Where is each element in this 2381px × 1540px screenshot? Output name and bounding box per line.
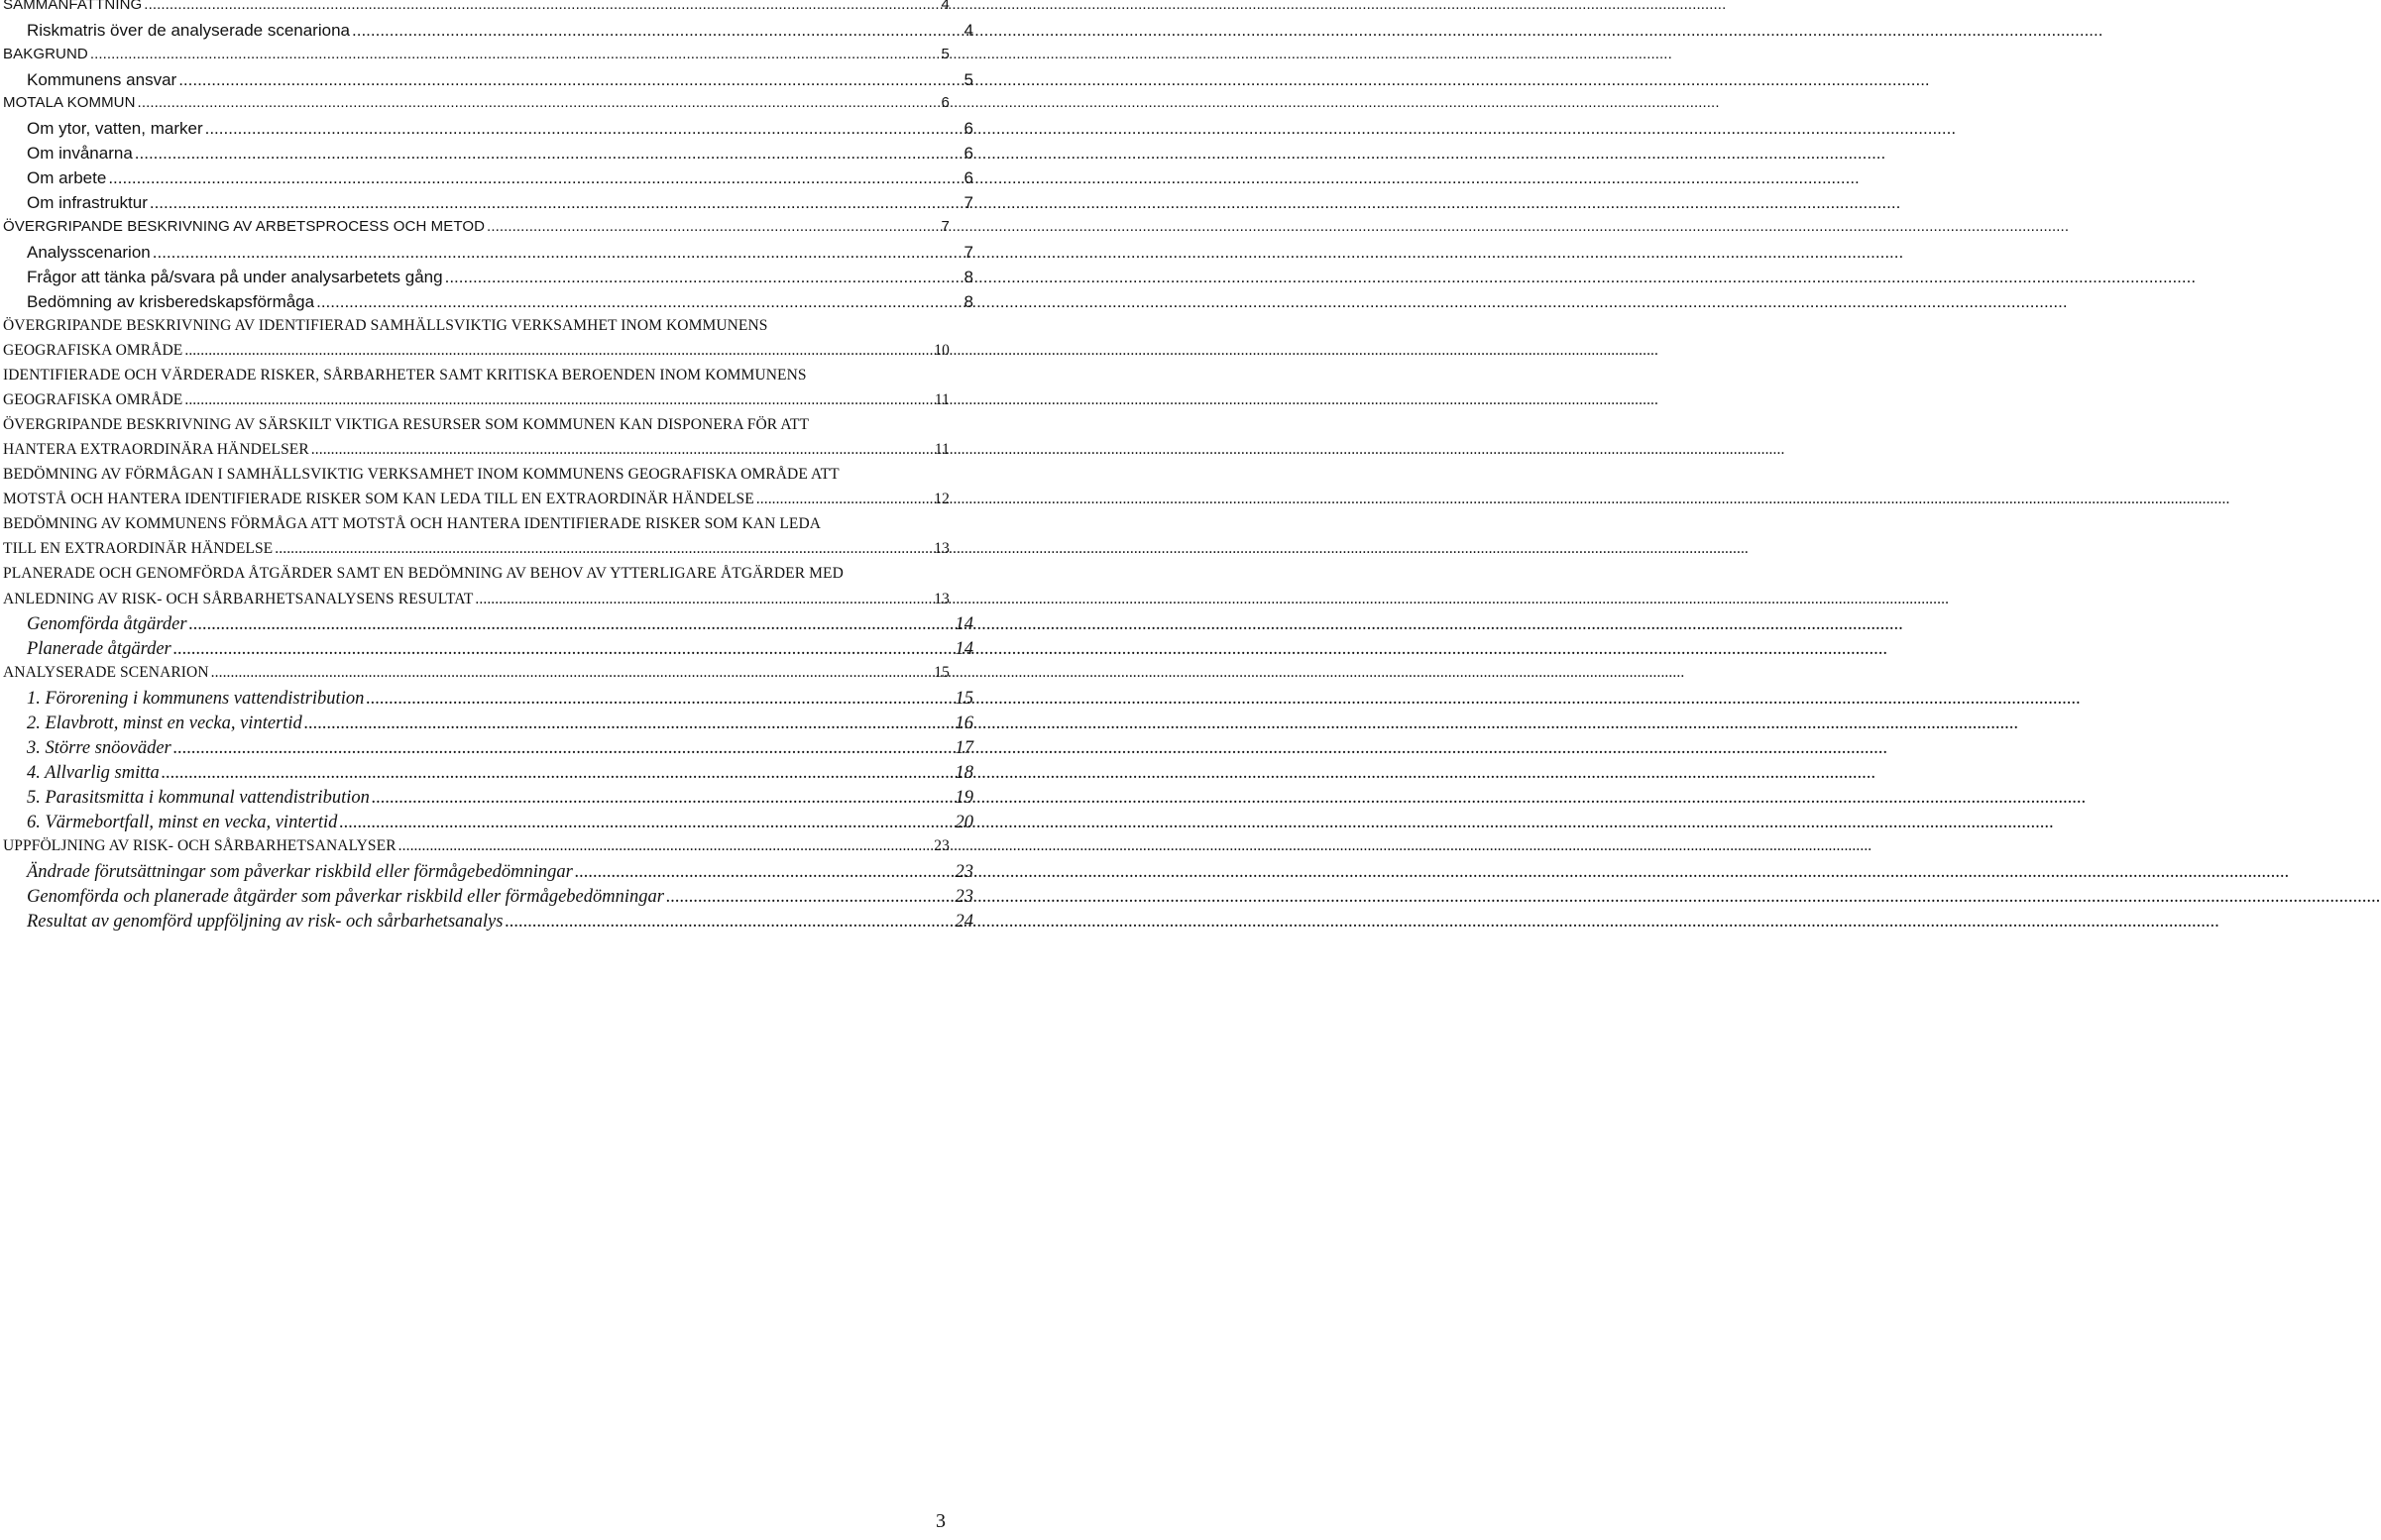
toc-entry-title: ÖVERGRIPANDE BESKRIVNING AV ARBETSPROCESS OCH METOD <box>3 218 486 235</box>
toc-dot-leader <box>211 664 933 682</box>
toc-entry-title: 2. Elavbrott, minst en vecka, vintertid <box>27 714 302 733</box>
page-number: 3 <box>936 1510 946 1532</box>
toc-entry-page: 11 <box>934 441 950 458</box>
toc-entry-title: 1. Förorening i kommunens vattendistribution <box>27 689 365 709</box>
toc-entry-page: 6 <box>941 94 950 111</box>
toc-dot-leader <box>90 46 940 62</box>
toc-entry[interactable] <box>0 292 973 312</box>
toc-entry-page: 15 <box>955 689 973 709</box>
toc-dot-leader <box>144 0 939 13</box>
toc-dot-leader <box>398 837 933 855</box>
toc-entry[interactable] <box>0 342 950 360</box>
toc-entry[interactable] <box>0 119 973 139</box>
toc-dot-leader <box>150 193 963 213</box>
toc-entry-page: 15 <box>934 664 950 681</box>
toc-entry[interactable] <box>0 168 973 188</box>
toc-entry-line1: PLANERADE OCH GENOMFÖRDA ÅTGÄRDER SAMT EN BEDÖMNING AV BEHOV AV YTTERLIGARE ÅTGÄRDER MED <box>3 565 844 582</box>
toc-entry[interactable] <box>0 591 950 608</box>
toc-entry-page: 5 <box>964 70 973 89</box>
toc-entry[interactable] <box>0 813 973 833</box>
toc-entry[interactable] <box>0 862 973 883</box>
toc-entry-title: Genomförda åtgärder <box>27 614 187 634</box>
toc-entry-title: GEOGRAFISKA OMRÅDE <box>3 391 183 408</box>
toc-entry[interactable] <box>0 912 973 933</box>
toc-dot-leader <box>178 70 962 90</box>
toc-entry-page: 13 <box>934 591 950 607</box>
toc-entry-line1: IDENTIFIERADE OCH VÄRDERADE RISKER, SÅRBARHETER SAMT KRITISKA BEROENDEN INOM KOMMUNENS <box>3 367 807 384</box>
toc-entry-title: 3. Större snöoväder <box>27 738 171 758</box>
toc-entry[interactable] <box>0 391 950 409</box>
toc-dot-leader <box>153 243 963 263</box>
toc-dot-leader <box>475 591 932 608</box>
toc-dot-leader <box>445 268 963 287</box>
toc-entry[interactable] <box>0 21 973 41</box>
toc-entry[interactable] <box>0 94 950 111</box>
toc-entry-title: ANALYSERADE SCENARION <box>3 664 209 681</box>
toc-entry-title: Ändrade förutsättningar som påverkar riskbild eller förmågebedömningar <box>27 862 573 882</box>
toc-entry-page: 14 <box>955 614 973 634</box>
toc-dot-leader <box>135 144 963 164</box>
toc-entry-title: MOTALA KOMMUN <box>3 94 136 111</box>
toc-entry[interactable] <box>0 614 973 635</box>
toc-entry-line1: ÖVERGRIPANDE BESKRIVNING AV IDENTIFIERAD SAMHÄLLSVIKTIG VERKSAMHET INOM KOMMUNENS <box>3 317 768 334</box>
toc-dot-leader <box>311 441 933 459</box>
toc-entry-title: Analysscenarion <box>27 243 151 262</box>
toc-entry-title: 6. Värmebortfall, minst en vecka, vintertid <box>27 813 338 832</box>
toc-entry-title: Resultat av genomförd uppföljning av risk- och sårbarhetsanalys <box>27 912 504 932</box>
toc-dot-leader <box>205 119 963 139</box>
toc-entry-title: Bedömning av krisberedskapsförmåga <box>27 292 315 311</box>
toc-entry-title: Om invånarna <box>27 144 133 163</box>
toc-entry-title: 5. Parasitsmitta i kommunal vattendistribution <box>27 788 370 808</box>
toc-entry-title: MOTSTÅ OCH HANTERA IDENTIFIERADE RISKER SOM KAN LEDA TILL EN EXTRAORDINÄR HÄNDELSE <box>3 491 754 507</box>
toc-entry-title: Om ytor, vatten, marker <box>27 119 203 138</box>
toc-entry-title: 4. Allvarlig smitta <box>27 763 160 783</box>
toc-entry-title: Frågor att tänka på/svara på under analysarbetets gång <box>27 268 443 286</box>
toc-dot-leader <box>173 738 954 759</box>
toc-entry-page: 8 <box>964 292 973 311</box>
toc-entry[interactable] <box>0 46 950 62</box>
toc-entry-line1: BEDÖMNING AV FÖRMÅGAN I SAMHÄLLSVIKTIG VERKSAMHET INOM KOMMUNENS GEOGRAFISKA OMRÅDE ATT <box>3 466 840 483</box>
toc-entry-page: 24 <box>955 912 973 932</box>
toc-entry-page: 20 <box>955 813 973 832</box>
toc-entry-page: 7 <box>941 218 950 235</box>
toc-entry-title: Planerade åtgärder <box>27 639 171 659</box>
toc-dot-leader <box>756 491 933 508</box>
toc-entry-page: 18 <box>955 763 973 783</box>
toc-dot-leader <box>372 788 954 809</box>
toc-dot-leader <box>173 639 954 660</box>
toc-dot-leader <box>505 912 953 933</box>
toc-entry[interactable] <box>0 639 973 660</box>
toc-entry-title: SAMMANFATTNING <box>3 0 143 13</box>
toc-entry[interactable] <box>0 218 950 235</box>
toc-dot-leader <box>666 887 954 908</box>
toc-entry[interactable] <box>0 243 973 263</box>
toc-dot-leader <box>304 714 954 734</box>
toc-dot-leader <box>275 540 932 558</box>
toc-entry-title: Kommunens ansvar <box>27 70 177 89</box>
toc-entry-title: TILL EN EXTRAORDINÄR HÄNDELSE <box>3 540 274 557</box>
toc-entry[interactable] <box>0 714 973 734</box>
toc-entry-title: Om infrastruktur <box>27 193 148 212</box>
toc-entry-title: Riskmatris över de analyserade scenariona <box>27 21 350 40</box>
toc-dot-leader <box>487 218 940 235</box>
toc-dot-leader <box>366 689 953 710</box>
toc-entry-page: 13 <box>934 540 950 557</box>
toc-entry-page: 7 <box>964 193 973 212</box>
toc-dot-leader <box>316 292 962 312</box>
toc-entry[interactable] <box>0 664 950 682</box>
toc-entry-page: 23 <box>934 837 950 854</box>
toc-entry-page: 4 <box>964 21 973 40</box>
toc-entry[interactable] <box>0 540 950 558</box>
toc-entry[interactable] <box>0 738 973 759</box>
toc-entry-title: GEOGRAFISKA OMRÅDE <box>3 342 183 359</box>
toc-dot-leader <box>189 614 954 635</box>
toc-entry-title: BAKGRUND <box>3 46 88 62</box>
toc-entry-page: 19 <box>955 788 973 808</box>
toc-dot-leader <box>575 862 954 883</box>
toc-entry[interactable] <box>0 268 973 287</box>
toc-entry[interactable] <box>0 689 973 710</box>
toc-dot-leader <box>162 763 954 784</box>
toc-entry[interactable] <box>0 837 950 855</box>
toc-entry-page: 6 <box>964 168 973 187</box>
toc-dot-leader <box>339 813 953 833</box>
toc-dot-leader <box>184 342 932 360</box>
toc-entry-page: 17 <box>955 738 973 758</box>
toc-entry[interactable] <box>0 441 950 459</box>
toc-entry[interactable] <box>0 788 973 809</box>
toc-entry[interactable] <box>0 887 973 908</box>
toc-entry-page: 23 <box>955 887 973 907</box>
toc-entry-title: UPPFÖLJNING AV RISK- OCH SÅRBARHETSANALYSER <box>3 837 397 854</box>
toc-entry-page: 5 <box>941 46 950 62</box>
toc-entry-title: Genomförda och planerade åtgärder som påverkar riskbild eller förmågebedömningar <box>27 887 664 907</box>
toc-entry-title: Om arbete <box>27 168 107 187</box>
toc-entry-page: 4 <box>941 0 950 13</box>
toc-dot-leader <box>108 168 962 188</box>
toc-entry-title: HANTERA EXTRAORDINÄRA HÄNDELSER <box>3 441 309 458</box>
toc-dot-leader <box>138 94 940 111</box>
toc-entry[interactable] <box>0 144 973 164</box>
toc-dot-leader <box>352 21 963 41</box>
toc-entry-page: 10 <box>934 342 950 359</box>
toc-entry[interactable] <box>0 0 950 13</box>
toc-entry-page: 11 <box>934 391 950 408</box>
toc-entry-page: 14 <box>955 639 973 659</box>
toc-entry-page: 6 <box>964 119 973 138</box>
toc-entry[interactable] <box>0 763 973 784</box>
toc-entry-page: 8 <box>964 268 973 286</box>
toc-entry[interactable] <box>0 491 950 508</box>
toc-entry-page: 7 <box>964 243 973 262</box>
toc-entry[interactable] <box>0 70 973 90</box>
toc-entry-page: 16 <box>955 714 973 733</box>
toc-entry-title: ANLEDNING AV RISK- OCH SÅRBARHETSANALYSENS RESULTAT <box>3 591 474 607</box>
toc-entry-line1: ÖVERGRIPANDE BESKRIVNING AV SÄRSKILT VIKTIGA RESURSER SOM KOMMUNEN KAN DISPONERA FÖR ATT <box>3 416 810 433</box>
toc-dot-leader <box>184 391 933 409</box>
toc-entry[interactable] <box>0 193 973 213</box>
toc-entry-page: 23 <box>955 862 973 882</box>
toc-entry-line1: BEDÖMNING AV KOMMUNENS FÖRMÅGA ATT MOTSTÅ OCH HANTERA IDENTIFIERADE RISKER SOM KAN LEDA <box>3 515 822 532</box>
toc-entry-page: 12 <box>934 491 950 507</box>
toc-entry-page: 6 <box>964 144 973 163</box>
